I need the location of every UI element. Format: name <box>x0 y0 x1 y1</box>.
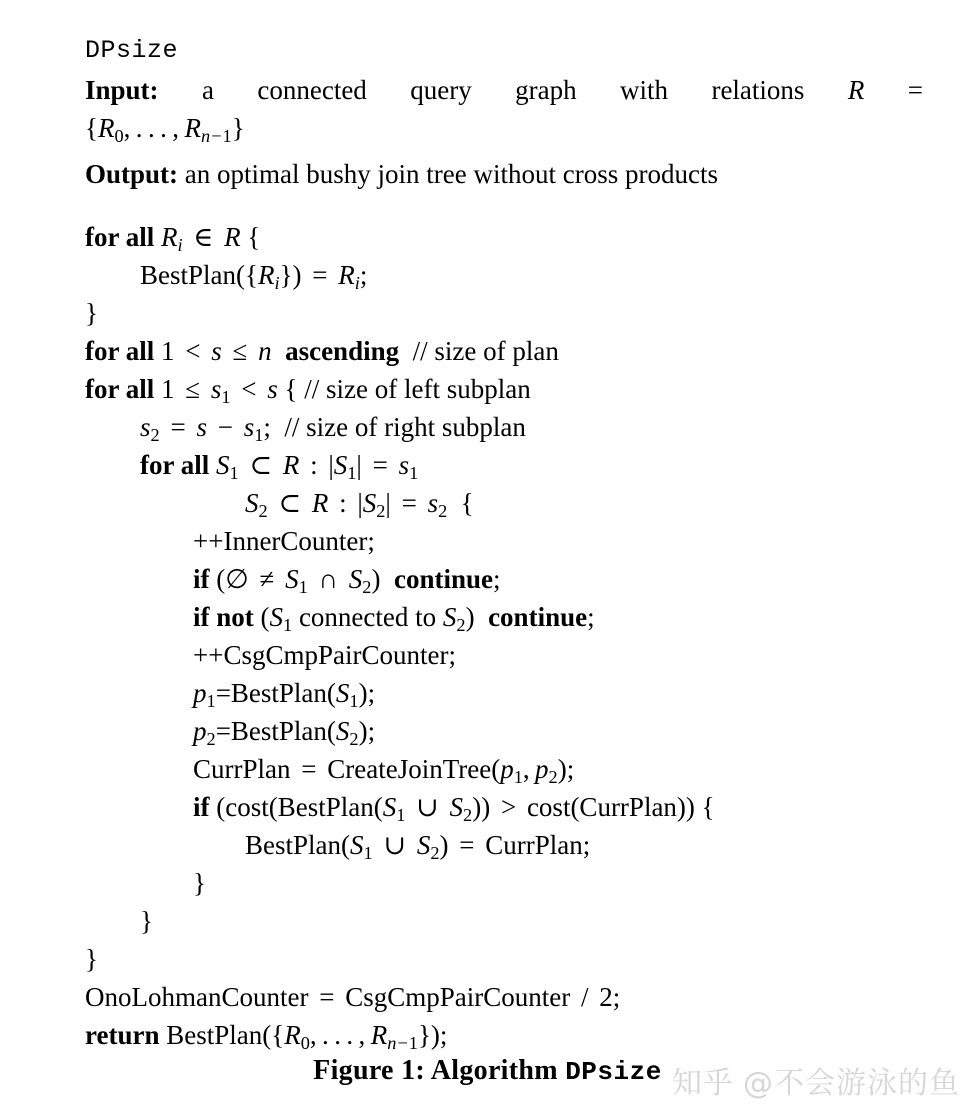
code-line-for-all-left-sizes: for all 1 ≤ s1 < s { // size of left subplan <box>85 374 531 408</box>
input-relation-symbol: R <box>847 75 865 105</box>
algorithm-name-line <box>85 30 923 71</box>
figure-caption <box>0 1055 975 1087</box>
code-line-close-brace-3: } <box>140 906 153 936</box>
input-description: a connected query graph with relations <box>201 75 805 105</box>
code-line-for-all-relations: for all Ri ∈ R { <box>85 222 261 256</box>
output-label: Output: <box>85 159 179 190</box>
output-description: an optimal bushy join tree without cross products <box>184 159 718 190</box>
code-line-if-intersection: if (∅ ≠ S1 ∩ S2) continue; <box>193 564 501 598</box>
code-line-p1-assign: p1=BestPlan(S1); <box>193 678 376 712</box>
code-line-for-all-s1: for all S1 ⊂ R : |S1| = s1 <box>140 450 419 484</box>
watermark-user-handle: @不会游泳的鱼 <box>743 1066 960 1101</box>
code-line-if-not-connected: if not (S1 connected to S2) continue; <box>193 602 595 636</box>
input-equals-sign: = <box>907 75 923 105</box>
caption-prefix: Figure 1: Algorithm <box>313 1055 558 1086</box>
algorithm-name: DPsize <box>85 36 179 65</box>
code-line-for-all-sizes: for all 1 < s ≤ n ascending // size of plan <box>85 336 559 366</box>
input-relation-set: {R0, . . . , Rn−1} <box>85 113 245 147</box>
watermark-site-name: 知乎 <box>672 1066 734 1101</box>
code-line-if-cost-compare: if (cost(BestPlan(S1 ∪ S2)) > cost(CurrPlan)) { <box>193 792 715 826</box>
code-line-bestplan-update: BestPlan(S1 ∪ S2) = CurrPlan; <box>245 830 591 864</box>
code-line-bestplan-init: BestPlan({Ri}) = Ri; <box>140 260 368 294</box>
output-line <box>85 155 923 193</box>
caption-algorithm-name: DPsize <box>565 1057 662 1087</box>
code-line-inner-counter: ++InnerCounter; <box>193 526 375 556</box>
code-line-right-size-assign: s2 = s − s1; // size of right subplan <box>140 412 526 446</box>
code-line-p2-assign: p2=BestPlan(S2); <box>193 716 376 750</box>
code-line-close-brace-2: } <box>193 868 206 898</box>
code-line-csgcmppair-counter: ++CsgCmpPairCounter; <box>193 640 456 670</box>
input-label: Input: <box>85 75 159 105</box>
input-line <box>85 71 923 109</box>
code-line-for-all-s2: S2 ⊂ R : |S2| = s2 { <box>245 488 474 522</box>
pseudocode-body <box>85 218 945 1054</box>
code-line-onolohman-counter: OnoLohmanCounter = CsgCmpPairCounter / 2; <box>85 982 621 1012</box>
code-line-return: return BestPlan({R0, . . . , Rn−1}); <box>85 1020 448 1054</box>
code-line-currplan-assign: CurrPlan = CreateJoinTree(p1, p2); <box>193 754 575 788</box>
algorithm-header <box>85 30 923 193</box>
code-line-close-brace-1: } <box>85 298 98 328</box>
input-set-line <box>85 109 923 155</box>
code-line-close-brace-4: } <box>85 944 98 974</box>
